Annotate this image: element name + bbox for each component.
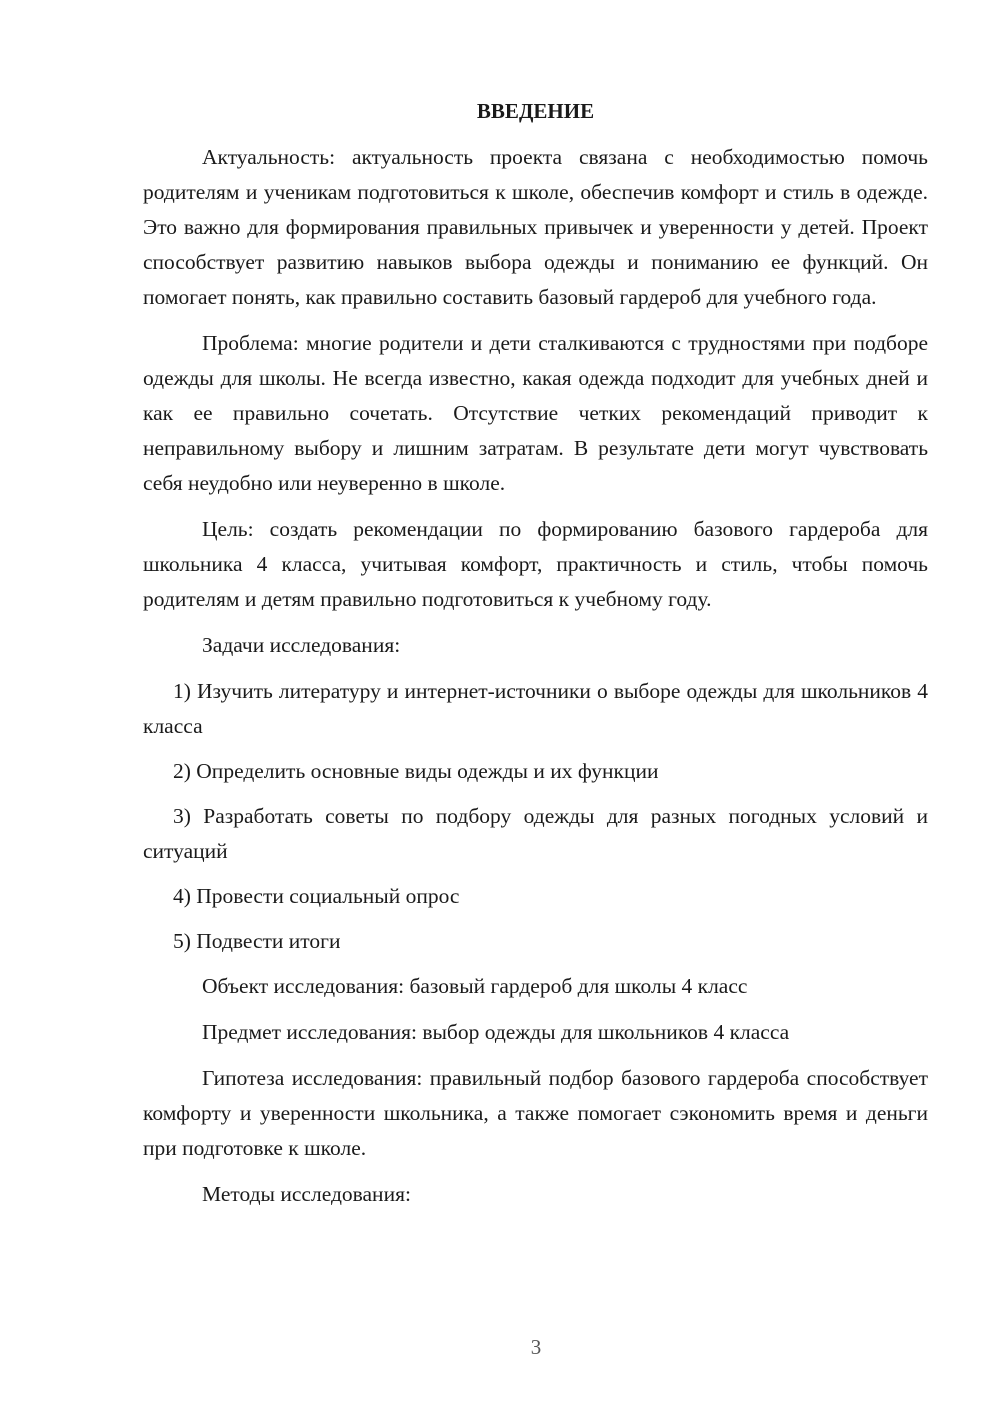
page-number: 3 (530, 1335, 542, 1359)
task-item-3: 3) Разработать советы по подбору одежды для разных погодных условий и ситуаций (143, 804, 928, 863)
methods-heading: Методы исследования: (202, 1182, 411, 1206)
goal-paragraph: Цель: создать рекомендации по формированию базового гардероба для школьника 4 класса, учитывая комфорт, практичность и стиль, чтобы помочь родителям и детям правильно подготовиться к учебному году. (143, 517, 928, 611)
research-subject: Предмет исследования: выбор одежды для школьников 4 класса (202, 1020, 790, 1044)
task-item-5: 5) Подвести итоги (173, 929, 341, 953)
tasks-heading: Задачи исследования: (202, 633, 401, 657)
research-object: Объект исследования: базовый гардероб для школы 4 класс (202, 974, 748, 998)
task-item-4: 4) Провести социальный опрос (173, 884, 460, 908)
relevance-paragraph: Актуальность: актуальность проекта связана с необходимостью помочь родителям и ученикам подготовиться к школе, обеспечив комфорт и стиль в одежде. Это важно для формирования правильных привычек и уверенности у детей. Проект способствует развитию навыков выбора одежды и пониманию ее функций. Он помогает понять, как правильно составить базовый гардероб для учебного года. (143, 145, 928, 309)
section-title: ВВЕДЕНИЕ (476, 99, 595, 123)
task-item-1: 1) Изучить литературу и интернет-источники о выборе одежды для школьников 4 класса (143, 679, 928, 738)
research-hypothesis: Гипотеза исследования: правильный подбор базового гардероба способствует комфорту и уверенности школьника, а также помогает сэкономить время и деньги при подготовке к школе. (143, 1066, 928, 1160)
task-item-2: 2) Определить основные виды одежды и их функции (173, 759, 659, 783)
problem-paragraph: Проблема: многие родители и дети сталкиваются с трудностями при подборе одежды для школы. Не всегда известно, какая одежда подходит для учебных дней и как ее правильно сочетать. Отсутствие четких рекомендаций приводит к неправильному выбору и лишним затратам. В результате дети могут чувствовать себя неудобно или неуверенно в школе. (143, 331, 928, 495)
